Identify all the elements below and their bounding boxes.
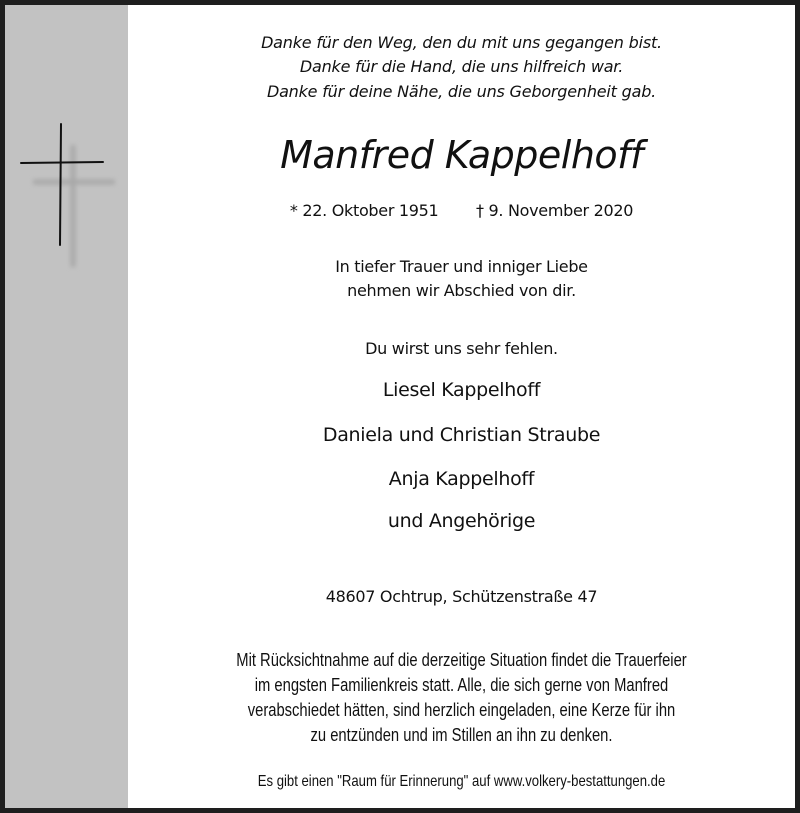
verse-line: Danke für deine Nähe, die uns Geborgenheit gab.: [266, 82, 657, 101]
farewell-line: nehmen wir Abschied von dir.: [347, 281, 576, 300]
mourner: und Angehörige: [387, 510, 536, 532]
notice-line: verabschiedet hätten, sind herzlich eingeladen, eine Kerze für ihn: [247, 700, 676, 720]
mourner: Liesel Kappelhoff: [382, 379, 541, 401]
address: 48607 Ochtrup, Schützenstraße 47: [325, 587, 598, 606]
verse-line: Danke für den Weg, den du mit uns gegangen bist.: [261, 33, 662, 52]
miss-line: Du wirst uns sehr fehlen.: [365, 339, 558, 358]
notice-line: Mit Rücksichtnahme auf die derzeitige Situation findet die Trauerfeier: [236, 650, 687, 670]
cross-icon: [5, 5, 128, 285]
life-dates: [128, 201, 795, 220]
birth-date: * 22. Oktober 1951: [289, 201, 439, 220]
death-date: † 9. November 2020: [476, 201, 634, 220]
obituary-notice: [5, 5, 795, 808]
notice-line: zu entzünden und im Stillen an ihn zu denken.: [310, 725, 613, 745]
side-strip: [5, 5, 128, 808]
notice-line: im engsten Familienkreis statt. Alle, die sich gerne von Manfred: [254, 675, 669, 695]
mourner: Daniela und Christian Straube: [322, 424, 601, 446]
mourner: Anja Kappelhoff: [388, 468, 535, 490]
farewell-line: In tiefer Trauer und inniger Liebe: [335, 257, 588, 276]
deceased-name: Manfred Kappelhoff: [280, 133, 643, 177]
verse-line: Danke für die Hand, die uns hilfreich war.: [299, 57, 624, 76]
memorial-link-text: Es gibt einen "Raum für Erinnerung" auf www.volkery-bestattungen.de: [257, 773, 666, 790]
